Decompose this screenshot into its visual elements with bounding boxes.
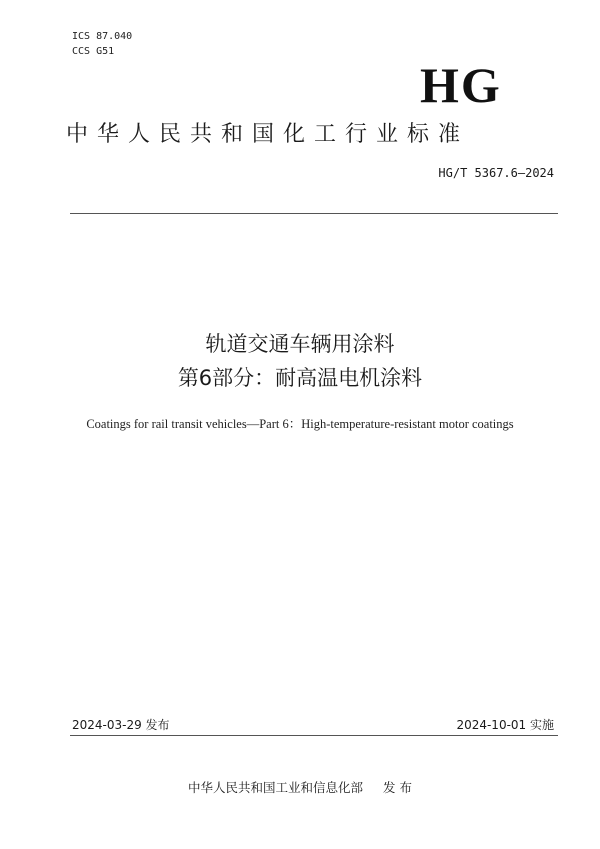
title-line-1: 轨道交通车辆用涂料 <box>205 332 395 356</box>
bottom-divider <box>70 735 558 736</box>
standard-category-title: 中华人民共和国化工行业标准 <box>66 122 470 147</box>
hg-logo: HG <box>420 57 502 113</box>
top-divider <box>70 213 558 214</box>
issue-date: 2024-03-29 发布 <box>72 718 170 732</box>
classification-codes <box>72 29 132 59</box>
publisher-line <box>0 778 600 796</box>
publisher-name: 中华人民共和国工业和信息化部 <box>188 780 364 795</box>
implementation-date: 2024-10-01 实施 <box>456 718 554 732</box>
ics-code: ICS 87.040 <box>72 31 133 42</box>
standard-number: HG/T 5367.6—2024 <box>438 166 554 180</box>
document-title-en: Coatings for rail transit vehicles—Part 6：High-temperature-resistant motor coatings <box>86 417 514 431</box>
publisher-action: 发 布 <box>383 780 412 795</box>
ccs-code: CCS G51 <box>72 46 115 57</box>
title-line-2: 第6部分：耐高温电机涂料 <box>177 366 423 390</box>
document-title-cn <box>0 327 600 395</box>
